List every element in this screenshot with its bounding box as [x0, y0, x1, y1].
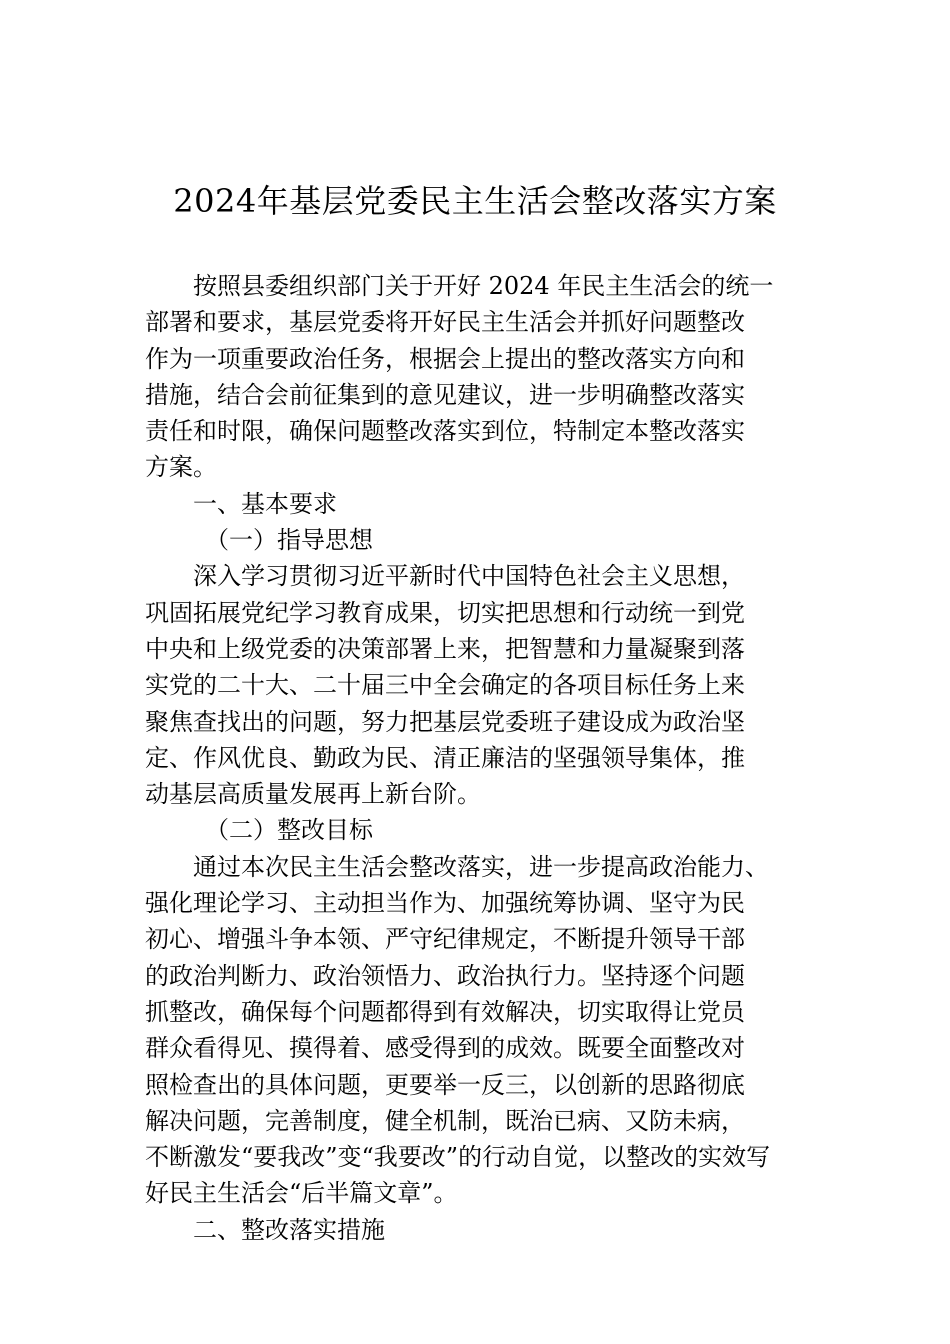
rectification-goals-paragraph: [145, 849, 815, 1212]
paragraph-line: 不断激发“要我改”变“我要改”的行动自觉，以整改的实效写: [145, 1143, 771, 1172]
paragraph-line: 解决问题，完善制度，健全机制，既治已病、又防未病，: [145, 1106, 745, 1135]
paragraph-line: 群众看得见、摸得着、感受得到的成效。既要全面整改对: [145, 1034, 745, 1063]
paragraph-line: 动基层高质量发展再上新台阶。: [145, 780, 481, 809]
subsection-heading-guiding-ideology: （一）指导思想: [205, 526, 373, 555]
paragraph-line: 措施，结合会前征集到的意见建议，进一步明确整改落实: [145, 380, 745, 409]
paragraph-line: 抓整改，确保每个问题都得到有效解决，切实取得让党员: [145, 997, 745, 1026]
intro-paragraph: [145, 268, 815, 486]
paragraph-line: 中央和上级党委的决策部署上来，把智慧和力量凝聚到落: [145, 634, 745, 663]
paragraph-line: 深入学习贯彻习近平新时代中国特色社会主义思想，: [193, 562, 745, 591]
paragraph-line: 照检查出的具体问题，更要举一反三，以创新的思路彻底: [145, 1070, 745, 1099]
paragraph-line: 部署和要求，基层党委将开好民主生活会并抓好问题整改: [145, 308, 745, 337]
paragraph-line: 作为一项重要政治任务，根据会上提出的整改落实方向和: [145, 344, 745, 373]
section-heading-rectification-measures: 二、整改落实措施: [193, 1215, 385, 1244]
paragraph-line: 初心、增强斗争本领、严守纪律规定，不断提升领导干部: [145, 925, 745, 954]
subsection-heading-rectification-goals: （二）整改目标: [205, 816, 373, 845]
paragraph-line: 定、作风优良、勤政为民、清正廉洁的坚强领导集体，推: [145, 743, 745, 772]
paragraph-line: 方案。: [145, 453, 217, 482]
paragraph-line: 责任和时限，确保问题整改落实到位，特制定本整改落实: [145, 417, 745, 446]
paragraph-line: 按照县委组织部门关于开好 2024 年民主生活会的统一: [193, 272, 774, 300]
paragraph-line: 强化理论学习、主动担当作为、加强统筹协调、坚守为民: [145, 889, 745, 918]
paragraph-line: 实党的二十大、二十届三中全会确定的各项目标任务上来: [145, 671, 745, 700]
paragraph-line: 的政治判断力、政治领悟力、政治执行力。坚持逐个问题: [145, 961, 745, 990]
paragraph-line: 通过本次民主生活会整改落实，进一步提高政治能力、: [193, 852, 769, 881]
paragraph-line: 聚焦查找出的问题，努力把基层党委班子建设成为政治坚: [145, 707, 745, 736]
paragraph-line: 巩固拓展党纪学习教育成果，切实把思想和行动统一到党: [145, 598, 745, 627]
paragraph-line: 好民主生活会“后半篇文章”。: [145, 1179, 458, 1208]
document-title: 2024年基层党委民主生活会整改落实方案: [173, 182, 777, 220]
section-heading-basic-requirements: 一、基本要求: [193, 489, 337, 518]
guiding-ideology-paragraph: [145, 558, 815, 812]
document-body: [145, 268, 815, 1248]
